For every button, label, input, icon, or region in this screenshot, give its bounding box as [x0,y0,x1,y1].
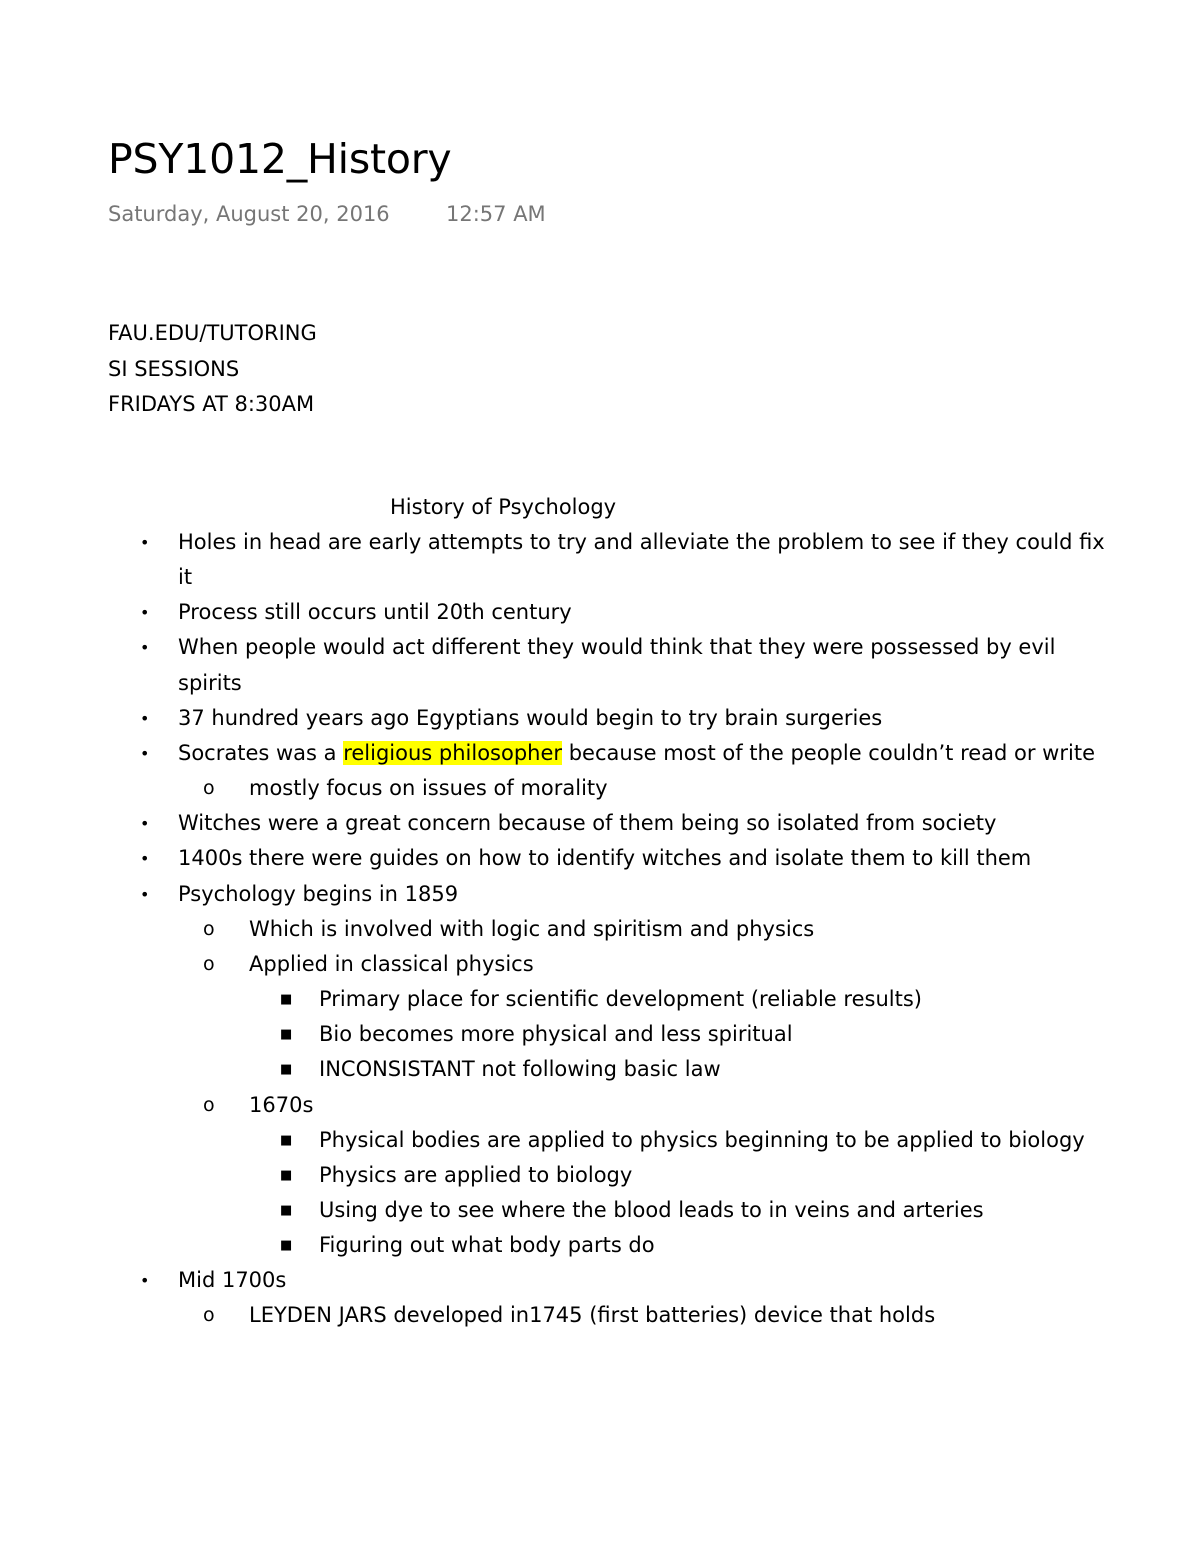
page-title: PSY1012_History [108,135,452,183]
note-text: Primary place for scientific development (reliable results) [319,987,922,1012]
page-date: Saturday, August 20, 2016 [108,202,390,226]
list-item [0,841,1200,876]
square-bullet-icon: ■ [280,1167,293,1183]
note-text: Process still occurs until 20th century [178,600,572,625]
list-item [0,1263,1200,1298]
note-text [178,736,1118,771]
circle-bullet-icon: o [203,917,215,940]
note-text: INCONSISTANT not following basic law [319,1057,721,1082]
note-text: Which is involved with logic and spiritism and physics [249,916,815,941]
square-bullet-icon: ■ [280,1238,293,1254]
note-text: When people would act different they would think that they were possessed by evil spirits [178,635,1056,695]
sub-list-item [0,771,1200,806]
bullet-icon: • [140,743,150,763]
info-line: SI SESSIONS [108,356,240,381]
note-text: Witches were a great concern because of them being so isolated from society [178,811,997,836]
sub-sub-list-item [0,982,1200,1017]
bullet-icon: • [140,849,150,869]
note-text: Psychology begins in 1859 [178,881,459,906]
list-item [0,877,1200,912]
note-text-pre: Socrates was a [178,740,344,765]
sub-list-item [0,1298,1200,1333]
list-item [0,595,1200,630]
bullet-icon: • [140,708,150,728]
note-text: Applied in classical physics [249,951,534,976]
highlighted-text: religious philosopher [343,740,563,765]
sub-list-item [0,912,1200,947]
sub-sub-list-item [0,1158,1200,1193]
list-item [0,806,1200,841]
list-item [0,736,1200,771]
bullet-icon: • [140,884,150,904]
circle-bullet-icon: o [203,952,215,975]
bullet-icon: • [140,603,150,623]
square-bullet-icon: ■ [280,1202,293,1218]
section-heading: History of Psychology [390,495,617,519]
note-text-post: because most of the people couldn’t read or write [562,740,1095,765]
circle-bullet-icon: o [203,1304,215,1327]
circle-bullet-icon: o [203,1093,215,1116]
note-text: Physical bodies are applied to physics beginning to be applied to biology [319,1127,1085,1152]
note-text: 37 hundred years ago Egyptians would begin to try brain surgeries [178,705,883,730]
notes-list [0,525,1200,1334]
list-item [0,630,1200,700]
note-text: Physics are applied to biology [319,1162,633,1187]
note-text: Holes in head are early attempts to try and alleviate the problem to see if they could fix it [178,530,1105,590]
list-item [0,525,1200,595]
note-text: 1400s there were guides on how to identify witches and isolate them to kill them [178,846,1032,871]
bullet-icon: • [140,814,150,834]
note-text: LEYDEN JARS developed in1745 (first batteries) device that holds [249,1303,936,1328]
sub-sub-list-item [0,1193,1200,1228]
note-text: Using dye to see where the blood leads to in veins and arteries [319,1197,984,1222]
square-bullet-icon: ■ [280,1062,293,1078]
bullet-icon: • [140,533,150,552]
square-bullet-icon: ■ [280,992,293,1008]
sub-list-item [0,1088,1200,1123]
list-item [0,701,1200,736]
sub-sub-list-item [0,1228,1200,1263]
page-time: 12:57 AM [446,202,546,226]
note-text: Bio becomes more physical and less spiritual [319,1022,793,1047]
tutoring-info [108,316,317,423]
sub-sub-list-item [0,1017,1200,1052]
sub-sub-list-item [0,1123,1200,1158]
note-text: Figuring out what body parts do [319,1233,655,1258]
circle-bullet-icon: o [203,777,215,800]
sub-list-item [0,947,1200,982]
sub-sub-list-item [0,1052,1200,1087]
note-text: 1670s [249,1092,314,1117]
note-text: Mid 1700s [178,1268,287,1293]
bullet-icon: • [140,1271,150,1291]
square-bullet-icon: ■ [280,1027,293,1043]
info-line: FRIDAYS AT 8:30AM [108,392,315,416]
info-line: FAU.EDU/TUTORING [108,321,317,345]
bullet-icon: • [140,638,150,658]
square-bullet-icon: ■ [280,1132,293,1148]
note-text: mostly focus on issues of morality [249,776,608,801]
